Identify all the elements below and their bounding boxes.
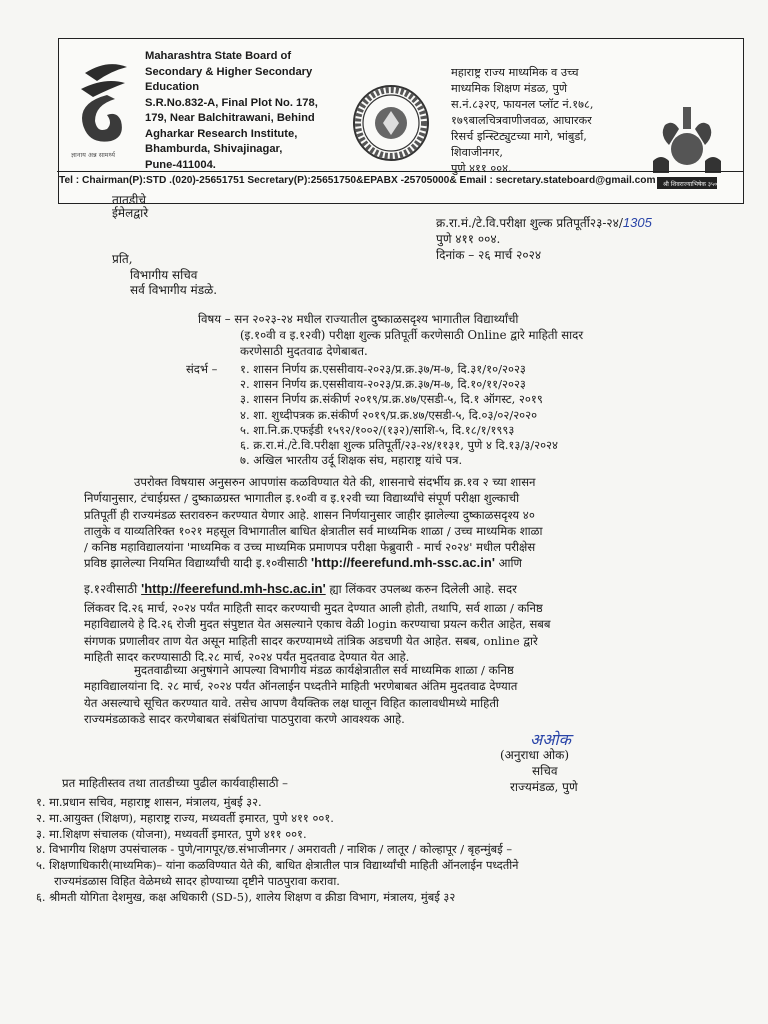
- subject-line: (इ.१०वी व इ.१२वी) परीक्षा शुल्क प्रतिपूर्ती करणेसाठी Online द्वारे माहिती सादर: [240, 328, 584, 342]
- copy-item: १. मा.प्रधान सचिव, महाराष्ट्र शासन, मंत्रालय, मुंबई ३२.: [36, 795, 262, 809]
- reference-item: ७. अखिल भारतीय उर्दू शिक्षक संघ, महाराष्ट्र यांचे पत्र.: [240, 453, 463, 468]
- body-line: लिंकवर दि.२६ मार्च, २०२४ पर्यंत माहिती सादर करण्याची मुदत देण्यात आली होती, तथापि, सर्व शाळा / कनिष्ठ: [84, 601, 543, 615]
- body-line: राज्यमंडळाकडे सादर करणेबाबत संबंधितांचा पाठपुरावा करणे आवश्यक आहे.: [84, 711, 405, 726]
- body-line: निर्णयानुसार, टंचाईग्रस्त / दुष्काळग्रस्त भागातील इ.१०वी व इ.१२वी च्या विद्यार्थ्यांचे संपूर्ण परीक्षा शुल्काची: [84, 491, 520, 506]
- board-logo-icon: [67, 53, 137, 163]
- body-line: संगणक प्रणालीवर ताण येत असून माहिती सादर करण्यामध्ये तांत्रिक अडचणी येत आहेत. सबब, online द्वारे: [84, 633, 538, 648]
- letterhead-en-line: Secondary & Higher Secondary: [145, 65, 313, 78]
- reference-item: २. शासन निर्णय क्र.एससीवाय-२०२३/प्र.क्र.३७/म-७, दि.१०/११/२०२३: [240, 377, 526, 392]
- reference-item: १. शासन निर्णय क्र.एससीवाय-२०२३/प्र.क्र.३७/म-७, दि.३१/१०/२०२३: [240, 362, 526, 376]
- body-line: तालुके व याव्यतिरिक्त १०२१ महसूल विभागातील बाधित क्षेत्रातील सर्व माध्यमिक शाळा / उच्च माध्यमिक शाळा: [84, 523, 543, 538]
- reference-item: ४. शा. शुध्दीपत्रक क्र.संकीर्ण २०१९/प्र.क्र.४७/एसडी-५, दि.०३/०२/२०२०: [240, 407, 538, 422]
- subject-line: करणेसाठी मुदतवाढ देणेबाबत.: [240, 344, 368, 358]
- reference-item: ३. शासन निर्णय क्र.संकीर्ण २०१९/प्र.क्र.४७/एसडी-५, दि.१ ऑगस्ट, २०१९: [240, 392, 543, 407]
- letterhead-mr-line: स.नं.८३२ए, फायनल प्लॉट नं.१७८,: [451, 98, 594, 111]
- letterhead-mr-line: पुणे ४११ ००४.: [451, 162, 512, 175]
- letterhead-mr-line: माध्यमिक शिक्षण मंडळ, पुणे: [451, 82, 568, 95]
- email-delivery-label: ईमेलद्वारे: [112, 206, 149, 220]
- reference-item: ५. शा.नि.क्र.एफईडी १५९२/१००२/(१३२)/साशि-५, दि.१८/१/१९९३: [240, 422, 515, 437]
- body-line: येत असल्याचे सूचित करण्यात यावे. तसेच आपण वैयक्तिक लक्ष घालून विहित कालावधीमध्ये माहिती: [84, 695, 499, 710]
- letterhead-en-line: Maharashtra State Board of: [145, 50, 292, 62]
- subject: [198, 311, 583, 359]
- subject-line: विषय – सन २०२३-२४ मधील राज्यातील दुष्काळसदृश्य भागातील विद्यार्थ्यांची: [198, 312, 519, 326]
- board-name-marathi: [451, 65, 641, 177]
- svg-text:ज्ञानाय अन्न सामर्थ्य: ज्ञानाय अन्न सामर्थ्य: [71, 151, 115, 159]
- body-line: महाविद्यालये हे दि.२६ रोजी मुदत संपुष्टात येत असल्याने एकाच वेळी login करण्याचा प्रयत्न करीत आहेत, सबब: [84, 617, 551, 632]
- body-paragraph-2: [84, 600, 724, 665]
- signatory-name: (अनुराधा ओक): [500, 748, 570, 762]
- ref-city: पुणे ४११ ००४.: [436, 232, 501, 246]
- copy-item: ३. मा.शिक्षण संचालक (योजना), मध्यवर्ती इमारत, पुणे ४११ ००१.: [36, 826, 307, 841]
- ref-number-text: क्र.रा.मं./टे.वि.परीक्षा शुल्क प्रतिपूर्ती२३-२४/: [436, 216, 623, 230]
- body-line-text: प्रविष्ठ झालेल्या नियमित विद्यार्थ्यांची यादी इ.१०वीसाठी: [84, 556, 308, 571]
- and-word: आणि: [498, 556, 522, 571]
- body-paragraph-3: [84, 662, 724, 727]
- letterhead-en-line: Pune-411004.: [145, 158, 216, 171]
- body-line: उपरोक्त विषयास अनुसरुन आपणांस कळविण्यात येते की, शासनाचे संदर्भीय क्र.१व २ च्या शासन: [134, 475, 536, 489]
- to-prati: प्रति,: [112, 252, 133, 266]
- letterhead-mr-line: रिसर्च इन्स्टिट्युटच्या मागे, भांबुर्डा,: [451, 130, 587, 143]
- urgent-label: तातडीचे: [112, 193, 146, 207]
- body-line: महाविद्यालयांना दि. २८ मार्च, २०२४ पर्यंत ऑनलाईन पध्दतीने माहिती भरणेबाबत अंतिम मुदतवाढ देण्यात: [84, 679, 518, 694]
- letterhead-en-line: Bhamburda, Shivajinagar,: [145, 143, 283, 155]
- letterhead: [58, 38, 744, 204]
- ssc-link[interactable]: 'http://feerefund.mh-ssc.ac.in': [311, 555, 495, 571]
- body-line-text: ह्या लिंकवर उपलब्ध करुन दिलेली आहे. सदर: [329, 582, 517, 596]
- copy-item: ५. शिक्षणाधिकारी(माध्यमिक)– यांना कळविण्यात येते की, बाधित क्षेत्रातील पात्र विद्यार्थ्यांची माहिती ऑनलाईन पध्दतीने: [36, 858, 519, 873]
- signatory-office: राज्यमंडळ, पुणे: [510, 780, 578, 794]
- copy-heading: प्रत माहितीस्तव तथा तातडीच्या पुढील कार्यवाहीसाठी –: [62, 776, 288, 790]
- signatory-title: सचिव: [532, 764, 558, 778]
- letterhead-mr-line: महाराष्ट्र राज्य माध्यमिक व उच्च: [451, 66, 579, 79]
- url-line: [84, 580, 517, 597]
- letterhead-en-line: 179, Near Balchitrawani, Behind: [145, 112, 315, 124]
- letterhead-en-line: Education: [145, 81, 200, 93]
- copy-item: राज्यमंडळास विहित वेळेमध्ये सादर होण्याच्या दृष्टीने पाठपुरावा करावा.: [36, 873, 340, 888]
- references-label: संदर्भ –: [186, 362, 218, 376]
- body-line: [84, 555, 724, 571]
- references-list: [240, 362, 558, 468]
- copy-item: ६. श्रीमती योगिता देशमुख, कक्ष अधिकारी (SD-5), शालेय शिक्षण व क्रीडा विभाग, मंत्रालय, मुंबई ३२: [36, 889, 456, 904]
- contact-line: Tel : Chairman(P):STD .(020)-25651751 Secretary(P):25651750&EPABX -25705000& Email : secretary.stateboard@gmail.com: [57, 171, 743, 190]
- ref-number: [436, 214, 652, 231]
- body-line: / कनिष्ठ महाविद्यालयांना 'माध्यमिक व उच्च माध्यमिक प्रमाणपत्र परीक्षा फेब्रुवारी - मार्च २०२४' मधील परीक्षेस: [84, 540, 536, 555]
- copy-item: ४. विभागीय शिक्षण उपसंचालक - पुणे/नागपूर/छ.संभाजीनगर / अमरावती / नाशिक / लातूर / कोल्हापूर / बृहन्मुंबई –: [36, 842, 513, 857]
- body-line: माहिती सादर करण्यासाठी दि.२८ मार्च, २०२४ पर्यंत मुदतवाढ देण्यात येत आहे.: [84, 649, 410, 664]
- letterhead-en-line: Agharkar Research Institute,: [145, 127, 298, 140]
- reference-item: ६. क्र.रा.मं./टे.वि.परीक्षा शुल्क प्रतिपूर्ती/२३-२४/११३१, पुणे ४ दि.१३/३/२०२४: [240, 438, 559, 453]
- ref-date: दिनांक – २६ मार्च २०२४: [436, 248, 542, 262]
- handwritten-number: 1305: [622, 215, 652, 230]
- letterhead-en-line: S.R.No.832-A, Final Plot No. 178,: [145, 96, 318, 109]
- copy-item: २. मा.आयुक्त (शिक्षण), महाराष्ट्र राज्य, मध्यवर्ती इमारत, पुणे ४११ ००१.: [36, 810, 334, 825]
- board-name-english: [145, 49, 345, 173]
- letterhead-mr-line: शिवाजीनगर,: [451, 146, 503, 159]
- letterhead-mr-line: १७९बालचित्रवाणीजवळ, आघारकर: [451, 114, 592, 127]
- signature-scribble: अओक: [530, 730, 571, 749]
- body-line: प्रतिपूर्ती ही राज्यमंडळ स्तरावरुन करण्यात येणार आहे. शासन निर्णयानुसार जाहीर झालेल्या दुष्काळसदृश्य ४०: [84, 507, 535, 522]
- svg-text:श्री शिवराज्याभिषेक ३५०: श्री शिवराज्याभिषेक ३५०: [663, 181, 718, 188]
- copy-list: [36, 795, 519, 906]
- hsc-link[interactable]: 'http://feerefund.mh-hsc.ac.in': [141, 581, 326, 596]
- board-seal-icon: [351, 83, 431, 163]
- to-line2: सर्व विभागीय मंडळे.: [130, 283, 218, 297]
- to-line1: विभागीय सचिव: [130, 268, 198, 282]
- body-paragraph-1: [84, 474, 724, 572]
- url-prefix: इ.१२वीसाठी: [84, 582, 138, 596]
- body-line: मुदतवाढीच्या अनुषंगाने आपल्या विभागीय मंडळ कार्यक्षेत्रातील सर्व माध्यमिक शाळा / कनिष्ठ: [134, 663, 514, 677]
